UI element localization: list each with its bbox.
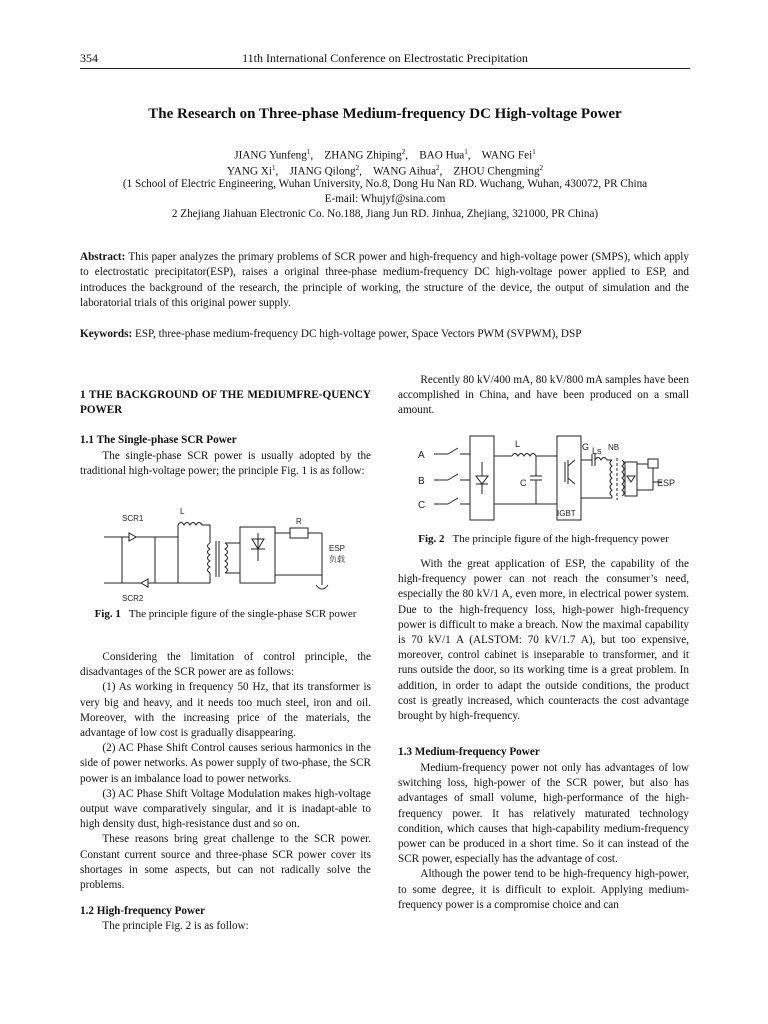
keywords-text: ESP, three-phase medium-frequency DC high-voltage power, Space Vectors PWM (SVPWM), DSP <box>135 328 582 340</box>
affiliation-2: 2 Zhejiang Jiahuan Electronic Co. No.188, Jiang Jun RD. Jinhua, Zhejiang, 321000, PR China) <box>171 208 599 220</box>
fig1-label-scr2: SCR2 <box>122 594 144 603</box>
fig1-label-esp: ESP <box>329 544 346 553</box>
fig2-label-ls: Ls <box>592 446 602 456</box>
abstract-text: This paper analyzes the primary problems of SCR power and high-frequency and high-voltage power (SMPS), which apply to electrostatic precipitator(ESP), raises a original three-phase medium-frequency DC high-voltage power applied to ESP, and introduces the background of the research, the principle of working, the structure of the device, the output of simulation and the laboratorial trials of this original power supply. <box>80 251 689 309</box>
author: WANG Aihua <box>372 165 437 178</box>
left-paragraph: The single-phase SCR power is usually adopted by the traditional high-voltage power; the principle Fig. 1 is as follow: <box>80 450 371 478</box>
conference-name: 11th International Conference on Electrostatic Precipitation <box>242 51 528 65</box>
left-body: Considering the limitation of control principle, the disadvantages of the SCR power are as follows: (1) As working in frequency 50 Hz, that its transformer is very big and heavy, and it needs too much steel, iron and oil. Moreover, with the increasing price of the materials, the advantage of low cost is gradually disappearing. (2) AC Phase Shift Control causes serious harmonics in the side of power networks. As power supply of two-phase, the SCR power is an imbalance load to power networks. (3) AC Phase Shift Voltage Modulation makes high-voltage output wave comparatively singular, and it is inadapt-able to high density dust, high-resistance dust and so on. These reasons bring great challenge to the SCR power. Constant current source and three-phase SCR power cover its shortages in some aspects, but can not radically solve the problems. <box>80 651 371 892</box>
author: JIANG Yunfeng <box>234 149 307 162</box>
abstract <box>80 250 689 311</box>
right-paragraph-2: Medium-frequency power not only has advantages of low switching loss, high-power of the SCR power, but also has advantages of small volume, high-performance of the high-frequency power. It has relatively maturated technology condition, which causes that high-capability medium-frequency power can be produced in a short time. So it can instead of the SCR power, especially has the advantage of cost. Although the power tend to be high-frequency high-power, to some degree, it is difficult to exploit. Applying medium- frequency power is a compromise choice and can <box>398 762 689 911</box>
fig2-circuit <box>412 432 682 522</box>
author: BAO Hua <box>419 149 465 162</box>
page-number: 354 <box>80 51 98 65</box>
fig1-label-scr1: SCR1 <box>122 514 144 523</box>
fig1-label-r: R <box>296 517 302 526</box>
affiliation-1: (1 School of Electric Engineering, Wuhan University, No.8, Dong Hu Nan RD. Wuchang, Wuhan, 430072, PR China <box>122 178 648 190</box>
author: ZHOU Chengming <box>453 165 540 178</box>
fig2-label-nb: NB <box>608 443 620 452</box>
author: WANG Fei <box>481 149 533 162</box>
fig1-number: Fig. 1 <box>94 608 121 620</box>
fig1-circuit <box>100 505 360 605</box>
keywords-label: Keywords: <box>80 328 133 340</box>
section-1-heading: 1 THE BACKGROUND OF THE MEDIUMFRE-QUENCY POWER <box>80 389 371 417</box>
keywords <box>80 327 689 342</box>
fig2-caption <box>398 532 689 546</box>
fig2-label-l: L <box>515 439 521 449</box>
section-1-1-heading: 1.1 The Single-phase SCR Power <box>80 434 237 446</box>
authors-line-1: JIANG Yunfeng$^1$, ZHANG Zhiping$^2$, BAO Hua$^1$, WANG Fei$^1$ <box>234 148 536 162</box>
authors-line-2: YANG Xi$^1$, JIANG Qilong$^2$, WANG Aihua$^2$, ZHOU Chengming$^2$ <box>226 164 544 178</box>
fig1-label-load: 负载 <box>329 555 345 564</box>
fig2-caption-text: The principle figure of the high-frequency power <box>452 533 669 545</box>
fig2-label-c: C <box>418 500 426 511</box>
fig2-label-b: B <box>418 476 425 487</box>
fig2-label-esp: ESP <box>657 478 676 488</box>
fig1-caption-text: The principle figure of the single-phase SCR power <box>128 608 357 620</box>
author: JIANG Qilong <box>289 165 356 178</box>
section-1-2-heading: 1.2 High-frequency Power <box>80 905 206 917</box>
abstract-label: Abstract: <box>80 251 126 263</box>
email: E-mail: Whujyf@sina.com <box>324 193 446 205</box>
fig1-label-l: L <box>180 507 185 516</box>
paper-title: The Research on Three-phase Medium-frequency DC High-voltage Power <box>148 106 622 122</box>
section-1-3-heading: 1.3 Medium-frequency Power <box>398 746 540 758</box>
right-paragraph-1: With the great application of ESP, the capability of the high-frequency power can not reach the consumer’s need, especially the 80 kV/1 A, even more, in electrical power system. Due to the high-frequency loss, high-power high-frequency power is difficult to make a breach. Now the maximal capability is 70 kV/1 A (ALSTOM: 70 kV/1.7 A), but too expensive, moreover, control cabinet is inseparable to transformer, and it runs outside the door, so its working time is a great problem. In addition, in order to adapt the outside conditions, the product cost is greatly increased, which counteracts the cost advantage brought by high-frequency. <box>398 558 689 723</box>
fig1-caption <box>80 607 371 621</box>
fig2-label-g: G <box>582 442 590 452</box>
fig2-label-igbt: IGBT <box>557 509 576 518</box>
running-header <box>80 50 690 69</box>
fig2-label-cap: C <box>520 478 527 488</box>
fig2-label-a: A <box>418 450 425 461</box>
left-paragraph-end: The principle Fig. 2 is as follow: <box>102 920 249 932</box>
author: YANG Xi <box>226 165 272 178</box>
author: ZHANG Zhiping <box>324 149 402 162</box>
fig2-number: Fig. 2 <box>418 533 445 545</box>
right-paragraph-top: Recently 80 kV/400 mA, 80 kV/800 mA samples have been accomplished in China, and have been produced on a small amount. <box>398 374 689 417</box>
